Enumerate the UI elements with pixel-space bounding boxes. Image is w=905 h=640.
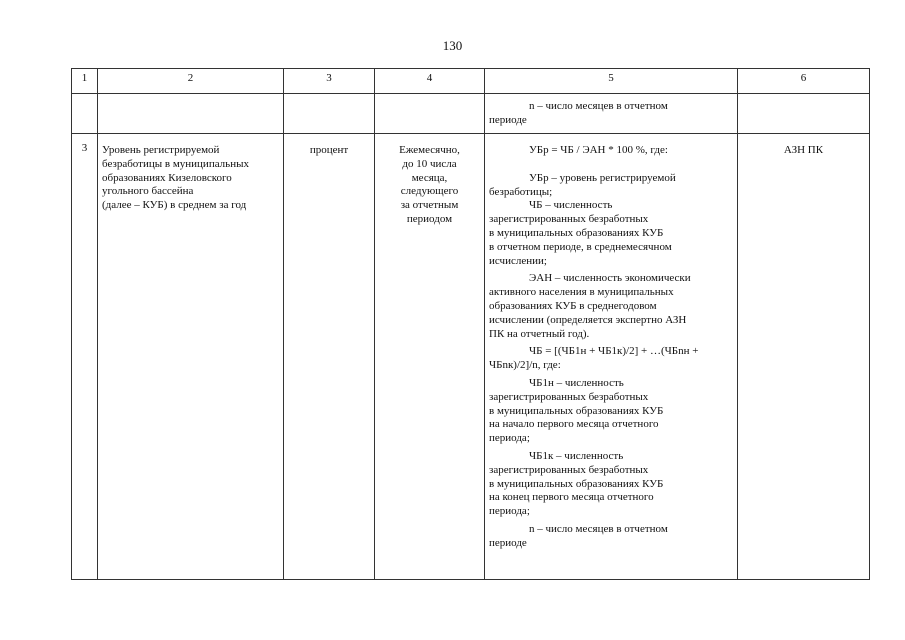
formula-line: в муниципальных образованиях КУБ [489, 404, 664, 417]
frequency-line: месяца, [411, 171, 448, 184]
formula-line: исчислении; [489, 254, 547, 267]
unit-cell: процент [284, 134, 375, 580]
cont-cell-2 [98, 94, 284, 134]
frequency-line: до 10 числа [402, 157, 457, 170]
indicator-table [71, 68, 870, 580]
page-number: 130 [442, 38, 463, 53]
indicator-cell [98, 134, 284, 580]
cont-formula-cell [485, 94, 738, 134]
formula-line: в отчетном периоде, в среднемесячном [489, 240, 672, 253]
formula-main: УБр = ЧБ / ЭАН * 100 %, где: [529, 144, 668, 156]
formula-line: периода; [489, 432, 530, 445]
col-header-6: 6 [738, 69, 870, 94]
formula-line: ЧБnк)/2]/n, где: [489, 359, 561, 372]
frequency-line: периодом [406, 212, 453, 225]
formula-cell [485, 134, 738, 580]
header-row [72, 69, 870, 94]
indicator-line: безработицы в муниципальных [102, 157, 249, 170]
formula-line: ЧБ – численность [529, 199, 613, 212]
formula-line: ПК на отчетный год). [489, 327, 590, 340]
row-number: 3 [72, 134, 98, 580]
formula-line: периода; [489, 505, 530, 518]
formula-line: ЧБ1к – численность [529, 449, 624, 462]
formula-line: ЧБ1н – численность [529, 376, 624, 389]
frequency-line: за отчетным [400, 199, 459, 212]
formula-line: зарегистрированных безработных [489, 213, 649, 226]
col-header-2: 2 [98, 69, 284, 94]
indicator-line: Уровень регистрируемой [102, 144, 220, 156]
cont-cell-3 [284, 94, 375, 134]
formula-line: зарегистрированных безработных [489, 463, 649, 476]
cont-cell-6 [738, 94, 870, 134]
formula-line: в муниципальных образованиях КУБ [489, 477, 664, 490]
table-row [72, 134, 870, 580]
col-header-1: 1 [72, 69, 98, 94]
cont-line: n – число месяцев в отчетном [529, 100, 668, 112]
frequency-line: Ежемесячно, [399, 144, 460, 156]
formula-line: исчислении (определяется экспертно АЗН [489, 313, 687, 326]
cont-cell-4 [375, 94, 485, 134]
formula-line: ЧБ = [(ЧБ1н + ЧБ1к)/2] + …(ЧБnн + [529, 345, 699, 358]
col-header-5: 5 [485, 69, 738, 94]
continuation-row [72, 94, 870, 134]
formula-line: в муниципальных образованиях КУБ [489, 226, 664, 239]
indicator-line: образованиях Кизеловского [102, 171, 232, 184]
frequency-line: следующего [400, 185, 459, 198]
formula-line: зарегистрированных безработных [489, 390, 649, 403]
col-header-4: 4 [375, 69, 485, 94]
frequency-cell [375, 134, 485, 580]
indicator-line: (далее – КУБ) в среднем за год [102, 199, 247, 212]
cont-line: периоде [489, 113, 527, 126]
responsible-cell: АЗН ПК [738, 134, 870, 580]
cont-cell-1 [72, 94, 98, 134]
formula-line: безработицы; [489, 185, 553, 198]
col-header-3: 3 [284, 69, 375, 94]
formula-line: УБр – уровень регистрируемой [529, 171, 676, 184]
formula-line: n – число месяцев в отчетном [529, 522, 668, 535]
formula-line: образованиях КУБ в среднегодовом [489, 299, 657, 312]
formula-line: активного населения в муниципальных [489, 286, 674, 299]
formula-line: на начало первого месяца отчетного [489, 418, 659, 431]
formula-line: ЭАН – численность экономически [529, 272, 691, 285]
formula-line: периоде [489, 536, 527, 549]
formula-line: на конец первого месяца отчетного [489, 491, 654, 504]
indicator-line: угольного бассейна [102, 185, 194, 198]
